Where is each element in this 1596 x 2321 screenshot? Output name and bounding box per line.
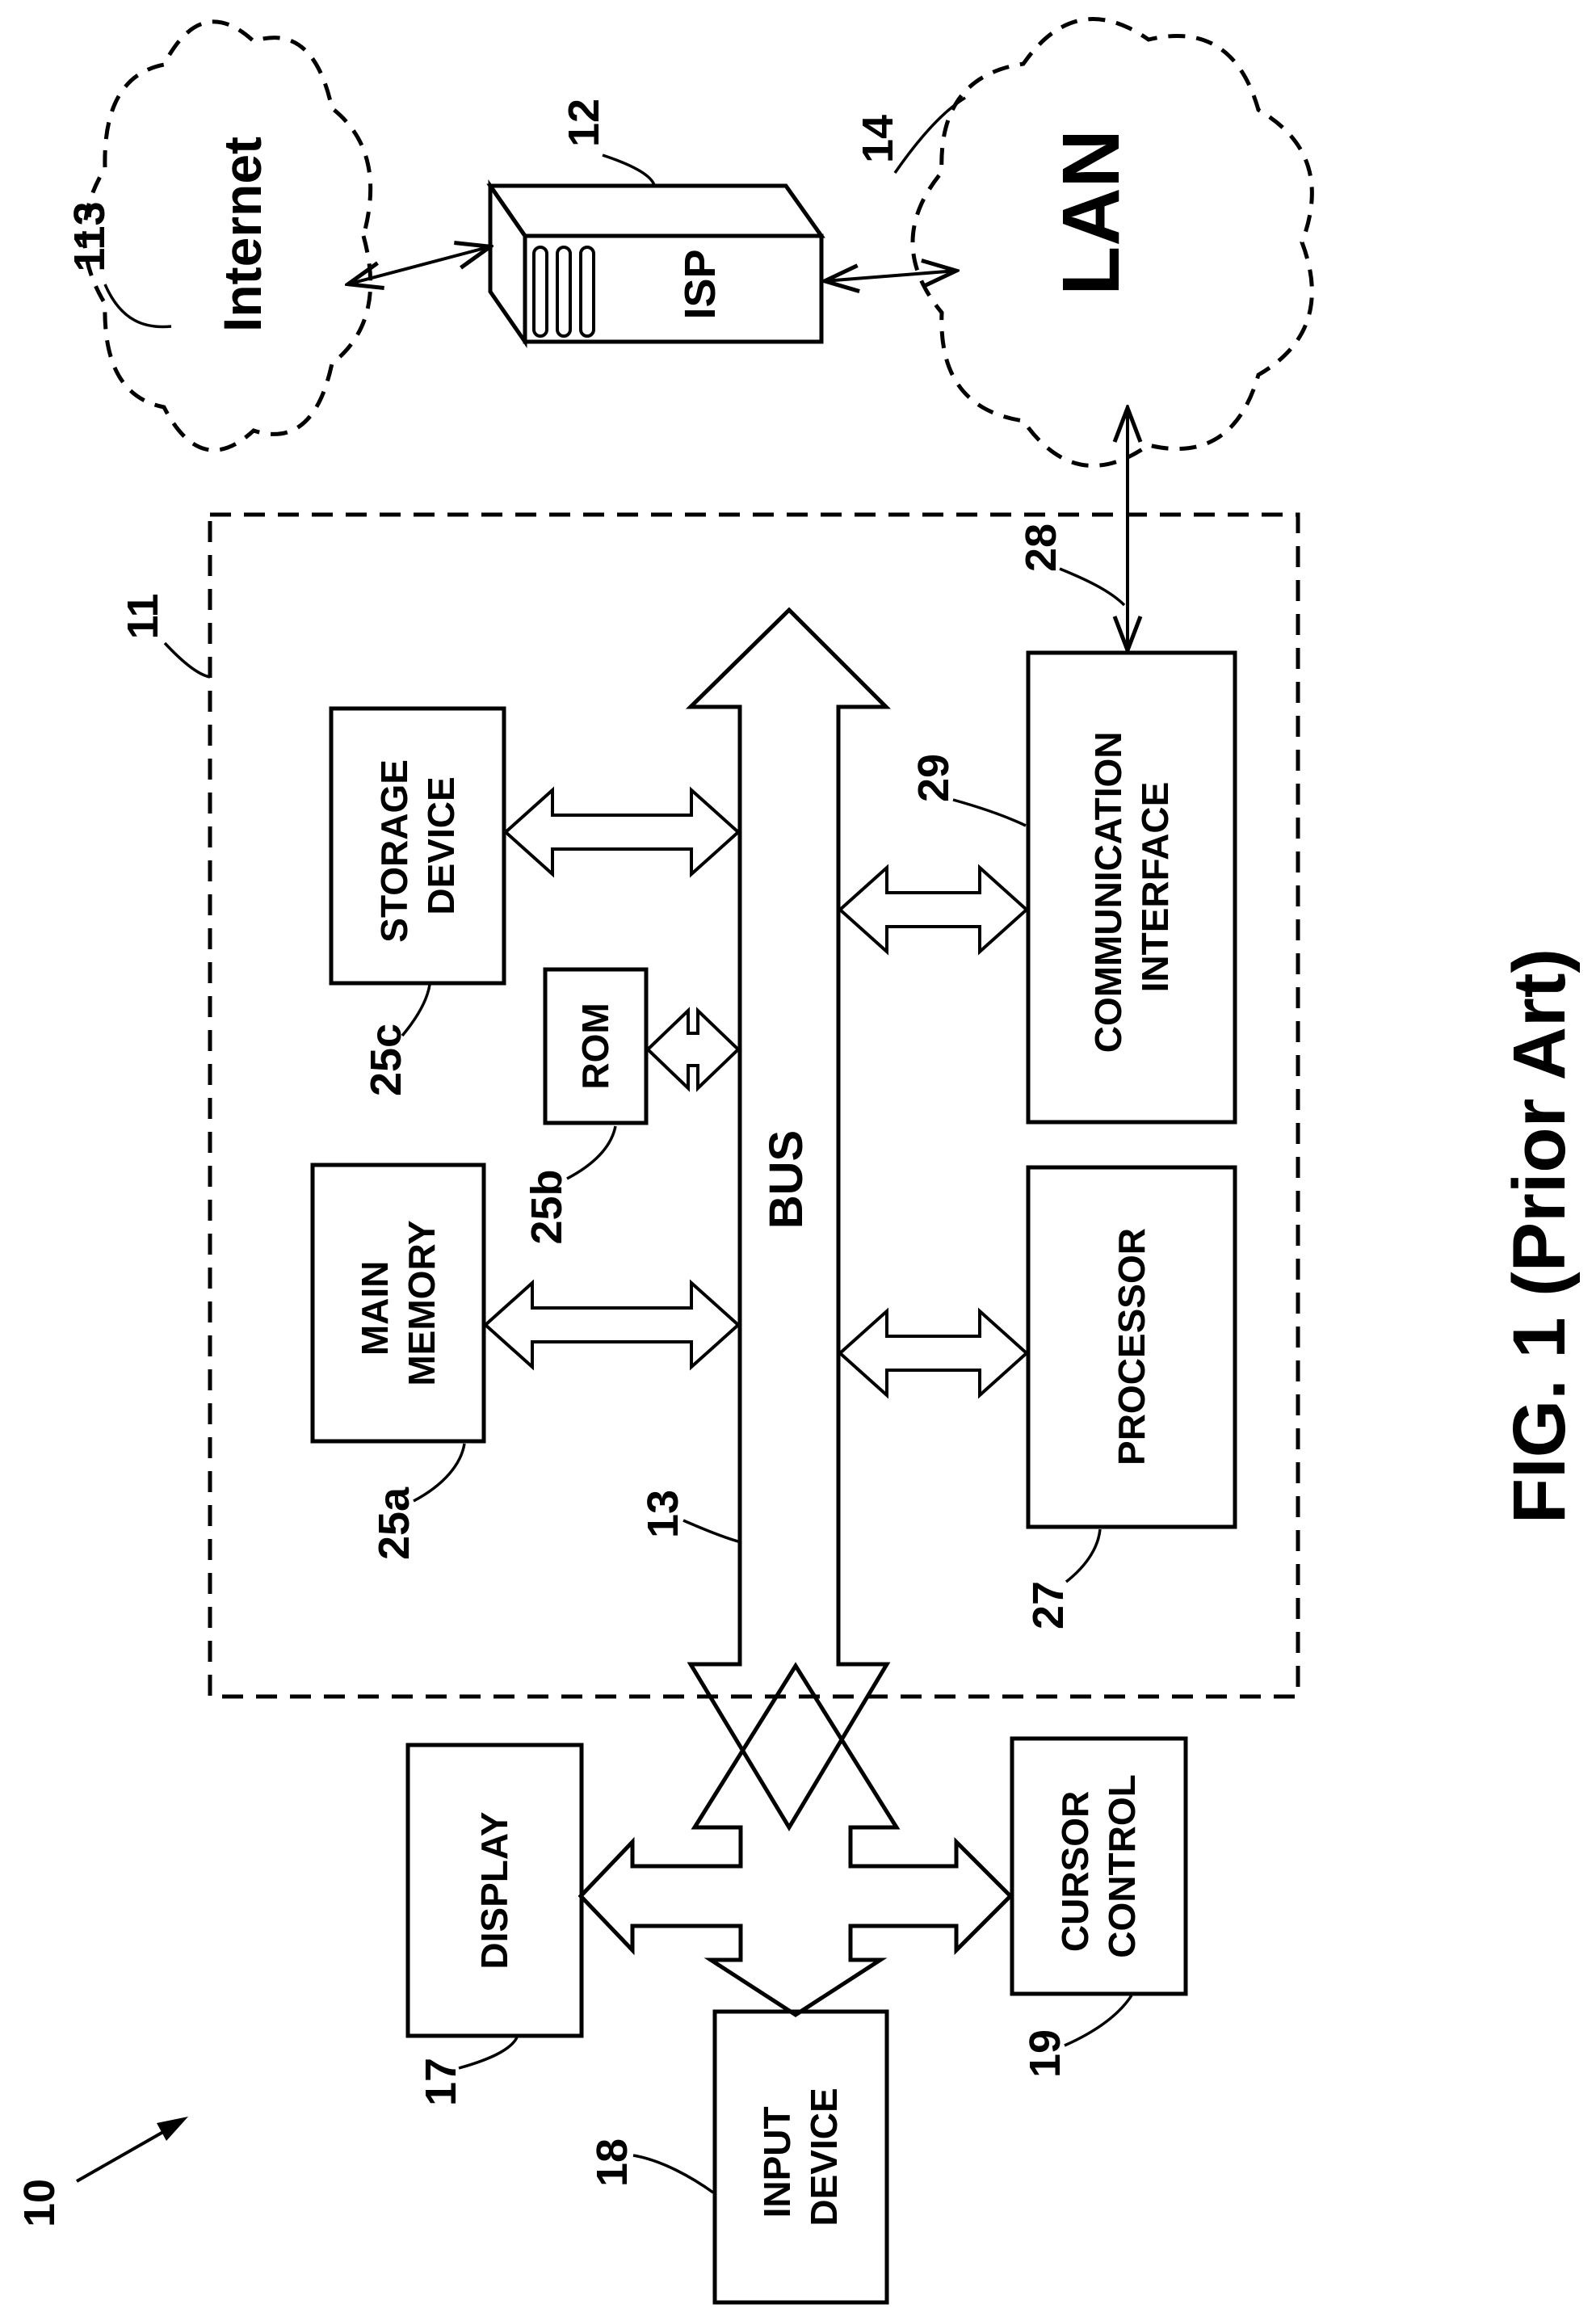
storage-device-label-line1: STORAGE [373,759,415,943]
storage-device-label-line2: DEVICE [420,776,462,915]
communication-interface-label [1087,721,1176,1053]
processor-ref: 27 [1024,1580,1073,1630]
main-memory-label-line1: MAIN [354,1260,396,1356]
rom-ref: 25b [523,1169,571,1245]
storage-device-label [373,749,462,942]
isp-box-left-face [490,186,525,342]
ref-12-leader [603,155,654,185]
internet-cloud-label: Internet [212,136,272,333]
system-ref: 11 [119,593,167,640]
main-memory-label [354,1220,443,1385]
ref-27-leader [1066,1529,1100,1582]
storage-device-box [331,708,504,983]
communication-interface-label-line1: COMMUNICATION [1087,731,1129,1053]
cursor-control-box [1012,1739,1186,1994]
main-memory-ref: 25a [370,1486,418,1561]
input-device-ref: 18 [588,2138,636,2188]
display-ref: 17 [417,2057,465,2107]
overall-ref-arrowhead [157,2117,188,2141]
display-label: DISPLAY [473,1811,515,1970]
overall-ref-arrow-line [77,2132,163,2181]
internet-ref: 113 [65,201,114,272]
processor-label: PROCESSOR [1111,1228,1153,1465]
input-device-label-line1: INPUT [756,2106,798,2218]
lan-cloud-label: LAN [1046,129,1136,296]
rom-label: ROM [574,1003,616,1090]
cursor-control-label-line2: CONTROL [1101,1774,1143,1958]
ref-18-leader [633,2155,713,2193]
rom-bus-arrow [648,1011,738,1088]
isp-vent-slot [557,247,570,336]
communication-interface-ref: 29 [909,753,958,803]
isp-box-top-face [490,186,821,236]
ref-25b-leader [567,1126,615,1179]
ref-13-leader [683,1520,738,1541]
cursor-control-label-line1: CURSOR [1054,1790,1096,1953]
main-memory-label-line2: MEMORY [401,1220,443,1386]
communication-interface-label-line2: INTERFACE [1134,781,1176,993]
ref-11-leader [165,643,210,677]
storage-device-ref: 25c [362,1023,410,1097]
isp-ref: 12 [560,98,608,148]
figure-caption: FIG. 1 (Prior Art) [1498,948,1581,1524]
cursor-control-ref: 19 [1021,2029,1069,2079]
storage-bus-arrow [506,790,738,874]
isp-vent-slot [534,247,547,336]
comm-interface-bus-arrow [840,868,1027,952]
ref-113-leader [105,284,171,327]
isp-vent-slot [581,247,594,336]
isp-server-box [490,186,821,342]
input-device-box [715,2012,887,2302]
main-memory-box [313,1165,484,1441]
four-way-arrow-hub [581,1666,1010,2015]
ref-17-leader [459,2037,517,2068]
ref-29-leader [953,800,1026,826]
cursor-control-label [1054,1774,1143,1957]
isp-label: ISP [676,249,724,320]
processor-bus-arrow [840,1311,1027,1395]
bus-ref: 13 [639,1489,687,1539]
ref-25a-leader [414,1444,464,1501]
communication-interface-box [1028,653,1235,1122]
isp-lan-arrow [824,271,957,281]
bus-label: BUS [760,1129,813,1230]
overall-ref: 10 [15,2178,64,2228]
ref-28-leader [1060,569,1124,605]
main-memory-bus-arrow [485,1283,738,1367]
network-link-ref: 28 [1017,523,1065,573]
input-device-label [756,2088,845,2226]
input-device-label-line2: DEVICE [803,2088,845,2226]
lan-ref: 14 [854,114,902,164]
ref-19-leader [1065,1995,1132,2046]
